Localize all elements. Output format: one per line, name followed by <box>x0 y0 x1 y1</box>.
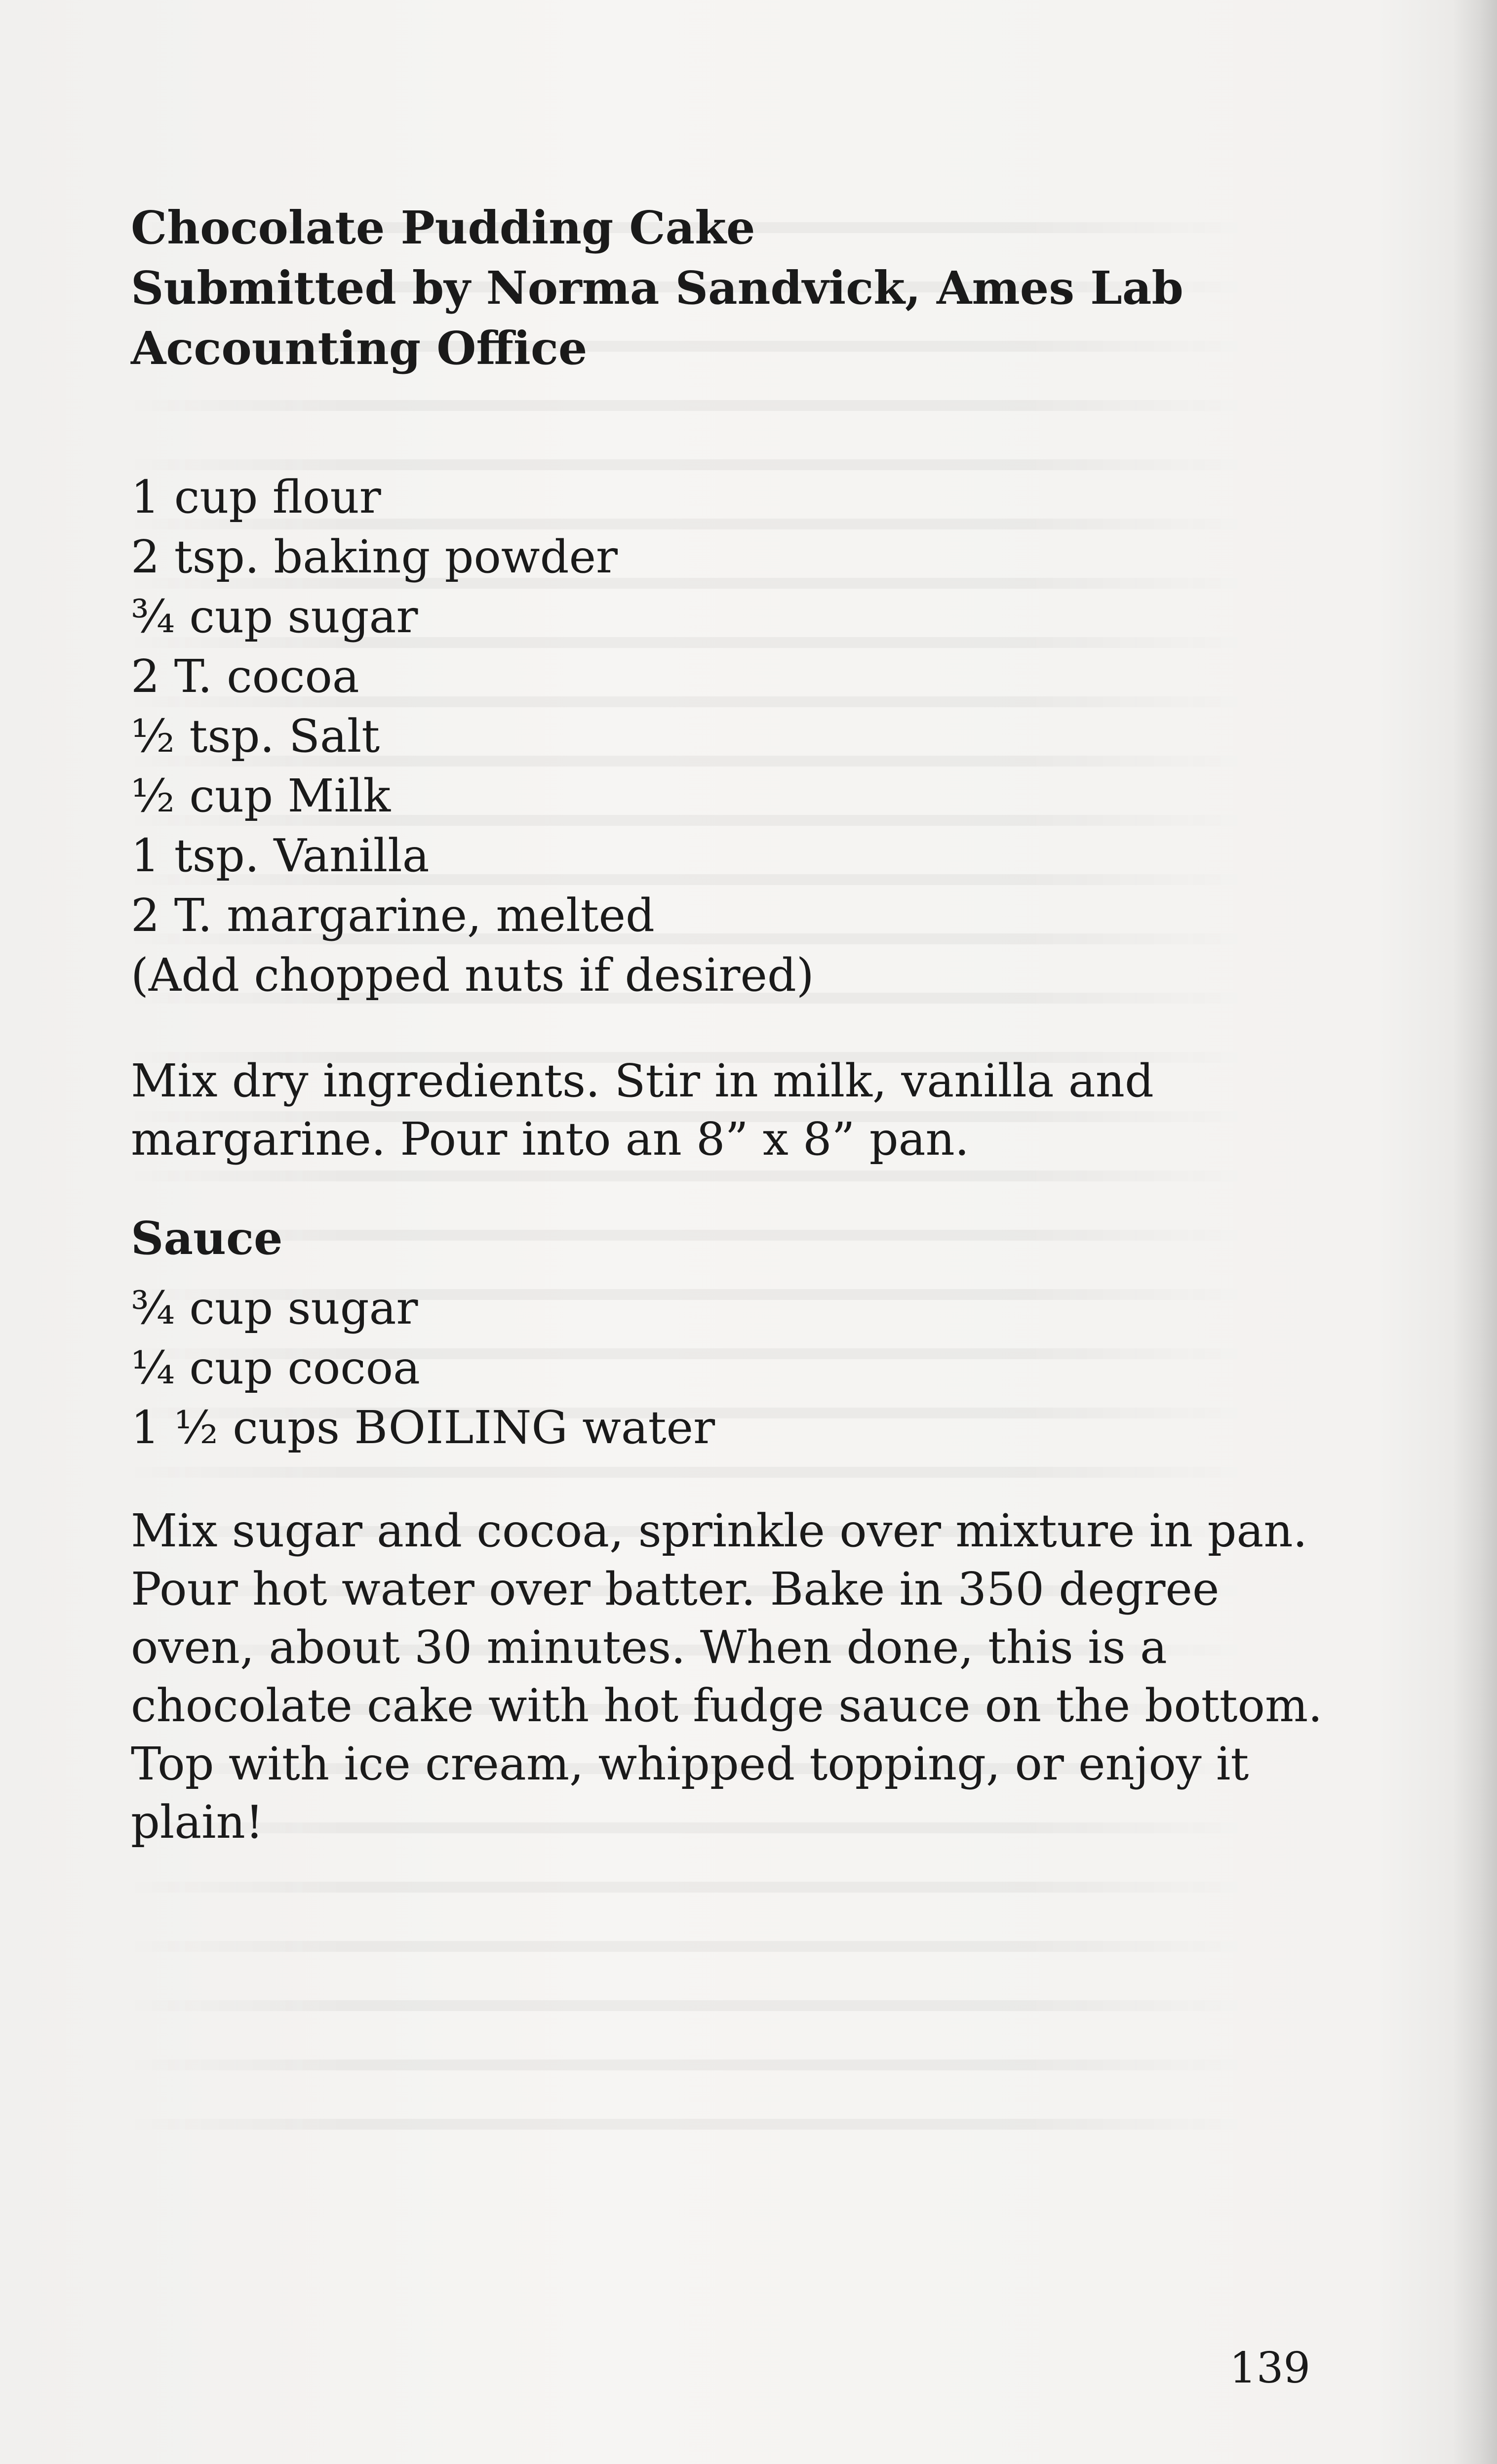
ingredient-item: 2 T. margarine, melted <box>131 889 655 942</box>
ingredient-item: 1 tsp. Vanilla <box>131 829 430 882</box>
ingredient-item: 2 T. cocoa <box>131 650 359 703</box>
ingredient-item: ½ tsp. Salt <box>131 710 380 763</box>
sauce-ingredient-item: ¼ cup cocoa <box>131 1341 421 1394</box>
page-edge-shadow <box>1453 0 1497 2464</box>
mix-instructions: Mix dry ingredients. Stir in milk, vanilla and margarine. Pour into an 8” x 8” pan. <box>131 1054 1154 1166</box>
sauce-instructions: Mix sugar and cocoa, sprinkle over mixture in pan. Pour hot water over batter. Bake in 350 degree oven, about 30 minutes. When done, this is a chocolate cake with hot fudge sauce on the bottom. Top with ice cream, whipped topping, or enjoy it plain! <box>131 1504 1323 1849</box>
ingredient-list <box>131 467 1340 1005</box>
recipe-submitter: Submitted by Norma Sandvick, Ames Lab <box>131 261 1183 315</box>
sauce-ingredient-list <box>131 1278 1340 1457</box>
ingredient-item: 2 tsp. baking powder <box>131 530 618 583</box>
ingredient-item: 1 cup flour <box>131 471 381 524</box>
ingredient-item: (Add chopped nuts if desired) <box>131 949 814 1002</box>
recipe-title-block <box>131 198 1340 378</box>
ingredient-item: ¾ cup sugar <box>131 590 418 643</box>
recipe-submitter-office: Accounting Office <box>131 322 588 375</box>
recipe-title: Chocolate Pudding Cake <box>131 201 755 254</box>
recipe <box>131 198 1340 1852</box>
sauce-ingredient-item: ¾ cup sugar <box>131 1282 418 1334</box>
sauce-heading: Sauce <box>131 1212 283 1265</box>
sauce-ingredient-item: 1 ½ cups BOILING water <box>131 1401 715 1454</box>
page-number: 139 <box>1229 2343 1311 2393</box>
ingredient-item: ½ cup Milk <box>131 769 391 822</box>
